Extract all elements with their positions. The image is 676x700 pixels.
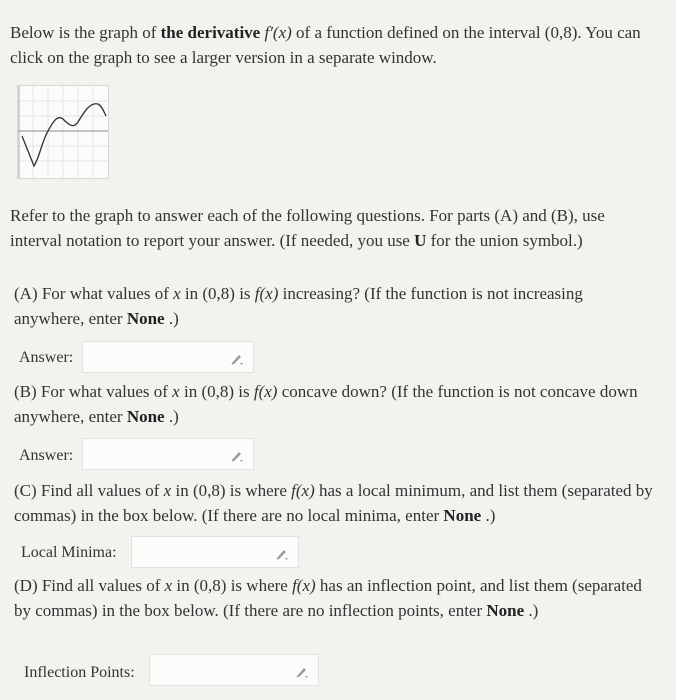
pencil-icon[interactable] <box>274 546 290 562</box>
derivative-graph <box>18 86 108 178</box>
intro-bold: the derivative <box>160 23 261 42</box>
answer-b-label: Answer: <box>19 447 74 464</box>
inflection-points-field[interactable] <box>149 654 319 686</box>
pencil-icon[interactable] <box>229 448 245 464</box>
question-a-text: (A) For what values of x in (0,8) is f(x) increasing? (If the function is not increasing anywhere, enter None .) <box>14 284 583 328</box>
local-minima-field[interactable] <box>131 536 299 568</box>
pencil-icon[interactable] <box>294 664 310 680</box>
inflection-points-label: Inflection Points: <box>24 664 135 681</box>
local-minima-label: Local Minima: <box>21 544 117 561</box>
inflection-points-input[interactable] <box>150 655 318 685</box>
answer-b-input[interactable] <box>83 439 253 469</box>
question-c-text: (C) Find all values of x in (0,8) is where f(x) has a local minimum, and list them (separated by commas) in the box below. (If there are no local minima, enter None .) <box>14 481 653 525</box>
question-d-text: (D) Find all values of x in (0,8) is where f(x) has an inflection point, and list them (separated by commas) in the box below. (If there are no inflection points, enter None .) <box>14 576 642 620</box>
intro-text: Below is the graph of the derivative f′(x) of a function defined on the interval (0,8). You can click on the graph to see a larger version in a separate window. <box>10 23 641 67</box>
question-b-text: (B) For what values of x in (0,8) is f(x) concave down? (If the function is not concave down anywhere, enter None .) <box>14 382 638 426</box>
derivative-graph-thumbnail[interactable] <box>17 85 109 179</box>
answer-b-field[interactable] <box>82 438 254 470</box>
answer-a-input[interactable] <box>83 342 253 372</box>
pencil-icon[interactable] <box>229 351 245 367</box>
answer-a-label: Answer: <box>19 349 74 366</box>
instructions-text: Refer to the graph to answer each of the following questions. For parts (A) and (B), use interval notation to report your answer. (If needed, you use U for the union symbol.) <box>10 206 605 250</box>
answer-a-field[interactable] <box>82 341 254 373</box>
